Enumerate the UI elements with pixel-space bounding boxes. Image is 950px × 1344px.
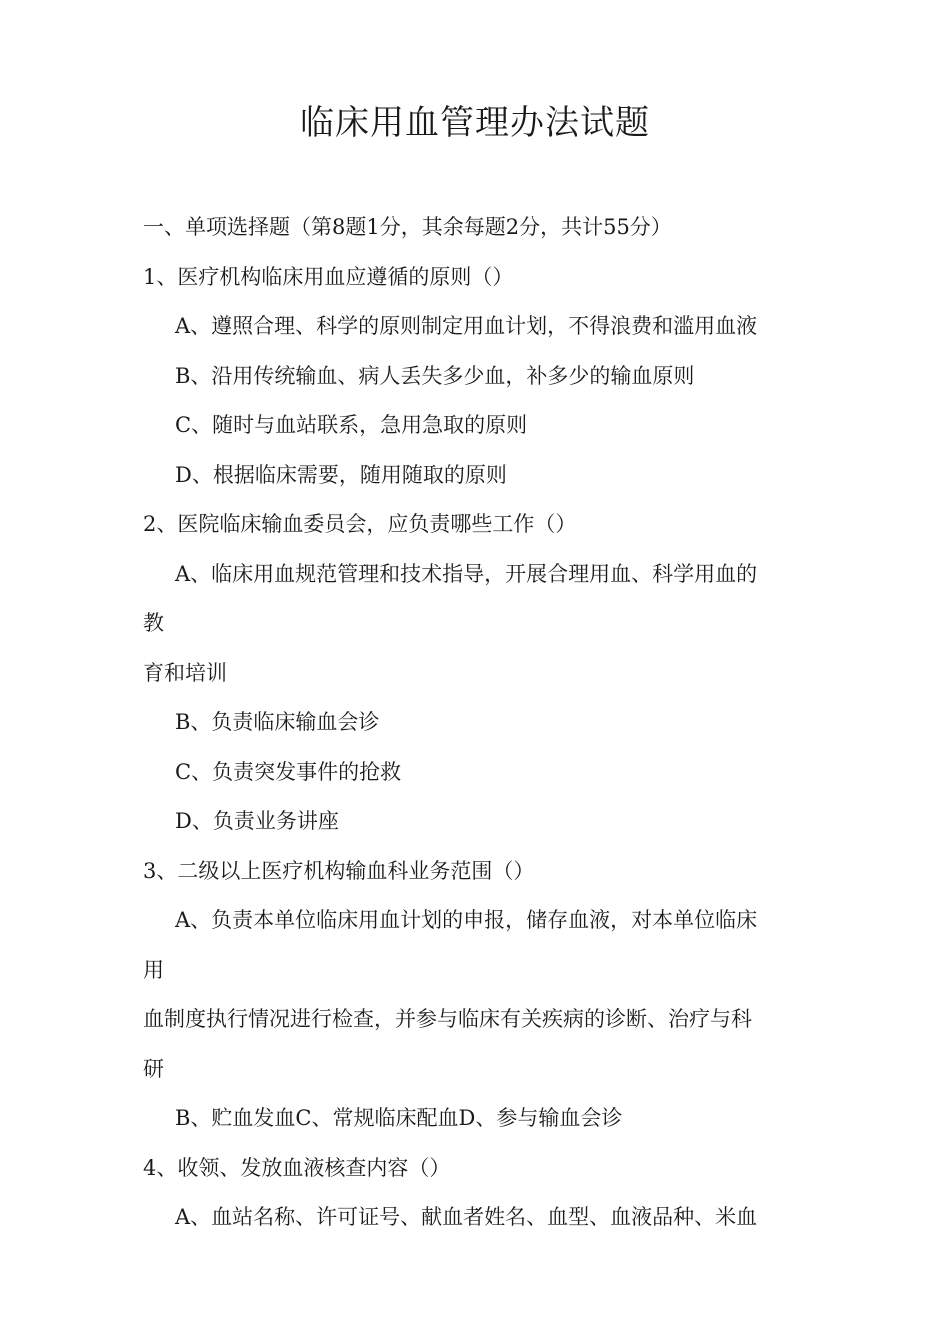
question-2-option-a-line3: 育和培训	[143, 661, 227, 685]
question-3-stem: 3、二级以上医疗机构输血科业务范围（）	[143, 859, 535, 883]
question-2-stem: 2、医院临床输血委员会，应负责哪些工作（）	[143, 512, 577, 536]
question-4-stem: 4、收领、发放血液核查内容（）	[143, 1156, 451, 1180]
question-1-stem: 1、医疗机构临床用血应遵循的原则（）	[143, 265, 514, 289]
question-2-option-b: B、负责临床输血会诊	[175, 710, 380, 734]
question-3-options-bcd: B、贮血发血C、常规临床配血D、参与输血会诊	[175, 1106, 623, 1130]
question-2-option-a-line2: 教	[143, 611, 164, 635]
question-3-option-a-line4: 研	[143, 1057, 164, 1081]
question-3-option-a-line1: A、负责本单位临床用血计划的申报，储存血液，对本单位临床	[175, 908, 758, 932]
document-title: 临床用血管理办法试题	[300, 103, 650, 143]
question-4-option-a-line1: A、血站名称、许可证号、献血者姓名、血型、血液品种、米血	[175, 1205, 758, 1229]
question-2-option-d: D、负责业务讲座	[175, 809, 339, 833]
question-1-option-c: C、随时与血站联系，急用急取的原则	[175, 413, 528, 437]
question-2-option-a-line1: A、临床用血规范管理和技术指导，开展合理用血、科学用血的	[175, 562, 758, 586]
section-header: 一、单项选择题（第8题1分，其余每题2分，共计55分）	[143, 215, 672, 239]
question-1-option-d: D、根据临床需要，随用随取的原则	[175, 463, 507, 487]
question-2-option-c: C、负责突发事件的抢救	[175, 760, 402, 784]
question-1-option-b: B、沿用传统输血、病人丢失多少血，补多少的输血原则	[175, 364, 695, 388]
question-3-option-a-line2: 用	[143, 958, 164, 982]
question-1-option-a: A、遵照合理、科学的原则制定用血计划，不得浪费和滥用血液	[175, 314, 758, 338]
question-3-option-a-line3: 血制度执行情况进行检查，并参与临床有关疾病的诊断、治疗与科	[143, 1007, 752, 1031]
